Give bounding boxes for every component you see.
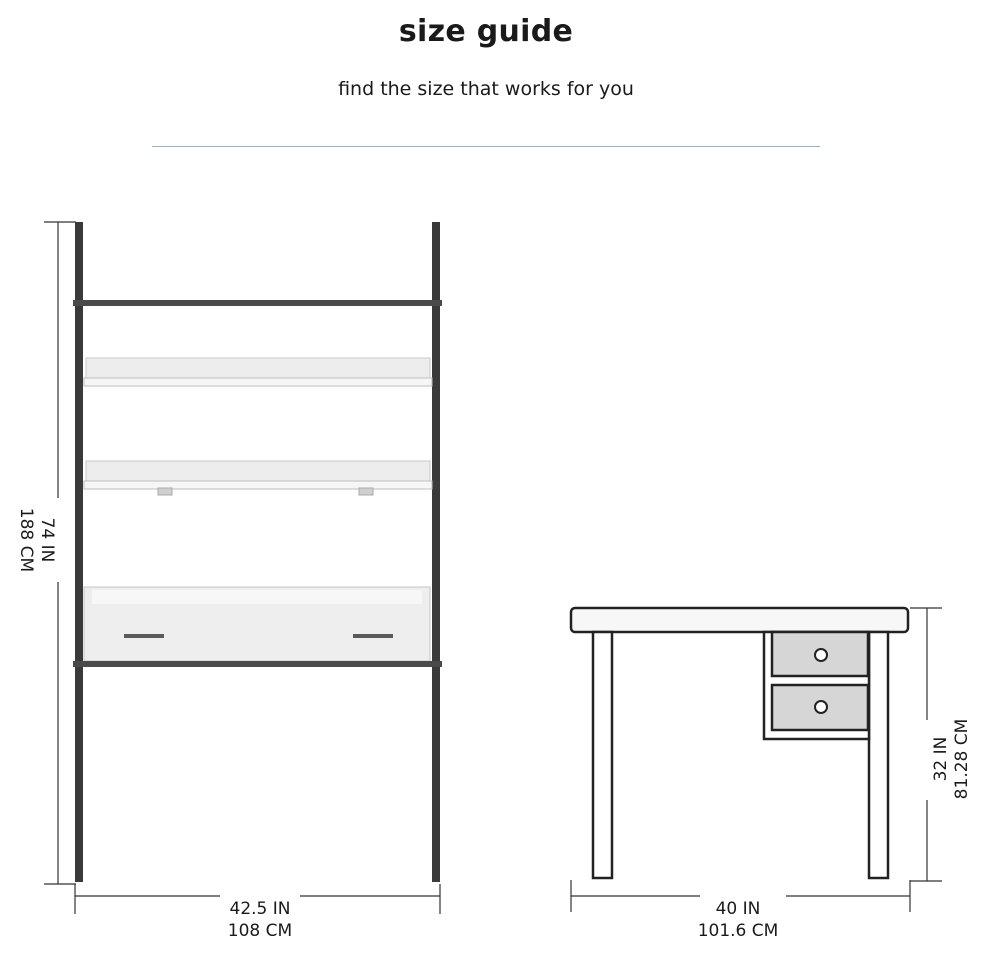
ladder-top-crossbar (73, 300, 442, 306)
ladder-height-in: 74 IN (37, 517, 57, 563)
desk-width-label (676, 898, 800, 942)
ladder-shelf-upper (84, 358, 432, 386)
ladder-desk-illustration (44, 222, 442, 914)
writing-desk-illustration (571, 608, 908, 878)
drawer-knob-top (815, 649, 827, 661)
desk-width-in: 40 IN (715, 899, 761, 919)
desk-height-label (931, 709, 973, 809)
ladder-width-in: 42.5 IN (229, 899, 291, 919)
ladder-height-cm: 188 CM (16, 507, 36, 573)
ladder-height-label (15, 492, 57, 588)
desk-height-cm: 81.28 CM (952, 718, 972, 800)
desk-right-leg (869, 632, 888, 878)
ladder-left-post (75, 222, 83, 882)
page-subtitle: find the size that works for you (338, 78, 634, 100)
drawer-handle-right (353, 634, 393, 638)
ladder-desk-crossbar (73, 661, 442, 667)
ladder-desk-drawer (84, 587, 430, 661)
ladder-width-label (198, 898, 322, 942)
ladder-shelf-middle (84, 461, 432, 495)
ladder-right-post (432, 222, 440, 882)
desk-width-cm: 101.6 CM (697, 921, 779, 941)
ladder-width-cm: 108 CM (227, 921, 293, 941)
desk-left-leg (593, 632, 612, 878)
drawer-knob-bottom (815, 701, 827, 713)
page-title: size guide (398, 14, 574, 49)
desk-top (571, 608, 908, 632)
desk-height-in: 32 IN (931, 736, 951, 782)
drawer-handle-left (124, 634, 164, 638)
